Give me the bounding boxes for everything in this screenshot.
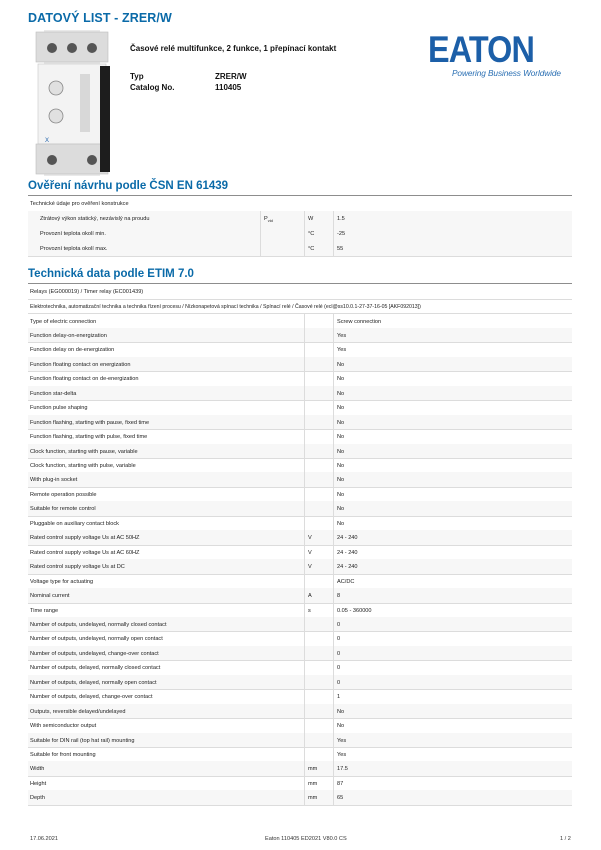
row-label: Pluggable on auxiliary contact block (30, 520, 119, 527)
spec-row (28, 241, 572, 257)
type-value: ZRER/W (215, 72, 247, 81)
row-value: No (337, 390, 345, 397)
spec-row (28, 689, 572, 705)
row-label: Rated control supply voltage Us at AC 60HZ (30, 549, 140, 556)
row-value: No (337, 477, 345, 484)
cell-divider (333, 314, 334, 329)
spec-row (28, 660, 572, 676)
cell-divider (333, 342, 334, 357)
row-label: Provozní teplota okolí max. (40, 246, 108, 252)
spec-row (28, 429, 572, 445)
cell-divider (333, 646, 334, 661)
row-label: Function pulse shaping (30, 405, 88, 412)
spec-row (28, 226, 572, 242)
cell-divider (304, 458, 305, 473)
cell-divider (333, 718, 334, 733)
spec-row (28, 675, 572, 691)
row-unit: A (308, 593, 312, 600)
row-value: Yes (337, 347, 347, 354)
cell-divider (304, 386, 305, 401)
row-value: 1 (337, 694, 341, 701)
row-value: 0 (337, 679, 341, 686)
cell-divider (304, 689, 305, 704)
row-value: 24 - 240 (337, 535, 358, 542)
cell-divider (333, 357, 334, 372)
cell-divider (304, 444, 305, 459)
symbol-subscript: vid (267, 218, 273, 224)
spec-row (28, 357, 572, 373)
row-label: Time range (30, 607, 59, 614)
row-label: Outputs, reversible delayed/undelayed (30, 708, 126, 715)
row-value: No (337, 376, 345, 383)
cell-divider (333, 241, 334, 256)
cell-divider (333, 761, 334, 776)
row-value: No (337, 361, 345, 368)
cell-divider (333, 444, 334, 459)
spec-row (28, 588, 572, 604)
row-label: Rated control supply voltage Us at AC 50HZ (30, 535, 140, 542)
footer-doc-ref: Eaton 110405 ED2021 V80.0 CS (265, 836, 347, 842)
row-label: Number of outputs, delayed, normally open contact (30, 679, 157, 686)
row-value: 8 (337, 593, 341, 600)
cell-divider (333, 588, 334, 603)
symbol-text: P (264, 216, 268, 222)
cell-divider (304, 342, 305, 357)
spec-row (28, 790, 572, 806)
cell-divider (304, 790, 305, 805)
row-label: Elektrotechnika, automatizační technika a technika řízení procesu / Nízkonapetová spínací technika / Spínací relé / Časové relé (ecl@ss10.0.1-27-37-16-05 [AKF092013]) (30, 304, 421, 310)
spec-header-row (28, 196, 572, 212)
row-label: Number of outputs, undelayed, change-over contact (30, 650, 159, 657)
row-value: 55 (337, 246, 344, 252)
row-value: 0.05 - 360000 (337, 607, 372, 614)
cell-divider (333, 458, 334, 473)
spec-row (28, 761, 572, 777)
row-value: No (337, 708, 345, 715)
cell-divider (304, 516, 305, 531)
cell-divider (333, 487, 334, 502)
cell-divider (333, 328, 334, 343)
row-label: Depth (30, 795, 45, 802)
catalog-value: 110405 (215, 83, 242, 92)
cell-divider (333, 545, 334, 560)
row-symbol (264, 216, 273, 223)
spec-row (28, 314, 572, 330)
row-value: AC/DC (337, 578, 355, 585)
spec-row (28, 342, 572, 358)
footer-page: 1 / 2 (560, 836, 571, 842)
cell-divider (304, 545, 305, 560)
spec-row (28, 617, 572, 633)
cell-divider (304, 603, 305, 618)
row-value: 24 - 240 (337, 564, 358, 571)
spec-row (28, 371, 572, 387)
svg-text:X: X (45, 138, 50, 144)
cell-divider (333, 574, 334, 589)
cell-divider (304, 241, 305, 256)
cell-divider (333, 603, 334, 618)
spec-row (28, 444, 572, 460)
spec-row (28, 574, 572, 590)
spec-row (28, 718, 572, 734)
cell-divider (304, 617, 305, 632)
cell-divider (260, 226, 261, 241)
row-label: Function delay-on-energization (30, 332, 107, 339)
cell-divider (304, 559, 305, 574)
cell-divider (304, 588, 305, 603)
row-value: 0 (337, 650, 341, 657)
row-label: Clock function, starting with pulse, variable (30, 463, 136, 469)
row-label: Clock function, starting with pause, variable (30, 448, 138, 455)
cell-divider (304, 574, 305, 589)
row-label: Function flashing, starting with pause, fixed time (30, 419, 150, 426)
spec-row (28, 458, 572, 474)
row-unit: °C (308, 246, 315, 252)
cell-divider (333, 400, 334, 415)
cell-divider (333, 386, 334, 401)
spec-row (28, 530, 572, 546)
cell-divider (304, 733, 305, 748)
cell-divider (304, 747, 305, 762)
product-image (30, 30, 114, 176)
row-value: 0 (337, 621, 341, 628)
etim-class-row (28, 284, 572, 300)
spec-row (28, 501, 572, 517)
row-unit: s (308, 607, 311, 614)
cell-divider (304, 646, 305, 661)
row-label: Ztrátový výkon statický, nezávislý na proudu (40, 216, 150, 222)
cell-divider (333, 501, 334, 516)
row-value: No (337, 520, 345, 527)
row-label: Nominal current (30, 593, 70, 600)
cell-divider (333, 747, 334, 762)
row-label: Type of electric connection (30, 318, 97, 325)
cell-divider (304, 501, 305, 516)
row-label: Number of outputs, delayed, normally closed contact (30, 665, 161, 672)
cell-divider (304, 776, 305, 791)
spec-row (28, 776, 572, 792)
spec-row (28, 631, 572, 647)
cell-divider (304, 429, 305, 444)
row-value: 0 (337, 636, 341, 643)
cell-divider (333, 530, 334, 545)
cell-divider (304, 314, 305, 329)
spec-row (28, 400, 572, 416)
spec-row (28, 516, 572, 532)
type-label: Typ (130, 72, 144, 81)
row-label: With semiconductor output (30, 723, 97, 730)
row-value: No (337, 491, 345, 498)
brand-text: EATON (428, 31, 534, 70)
cell-divider (260, 241, 261, 256)
cell-divider (260, 211, 261, 226)
row-unit: W (308, 216, 314, 222)
cell-divider (333, 790, 334, 805)
spec-row (28, 386, 572, 402)
row-value: Yes (337, 752, 347, 758)
cell-divider (333, 429, 334, 444)
spec-row (28, 704, 572, 720)
cell-divider (333, 689, 334, 704)
etim-path-row (28, 299, 572, 314)
cell-divider (333, 472, 334, 487)
row-value: -25 (337, 231, 346, 237)
footer-date: 17.06.2021 (30, 836, 58, 842)
row-label: Number of outputs, undelayed, normally closed contact (30, 621, 167, 628)
cell-divider (304, 675, 305, 690)
row-unit: V (308, 549, 312, 556)
cell-divider (333, 211, 334, 226)
spec-row (28, 415, 572, 431)
row-unit: °C (308, 231, 315, 237)
row-label: Height (30, 780, 47, 787)
spec-row (28, 472, 572, 488)
row-unit: mm (308, 795, 318, 802)
section2-title: Technická data podle ETIM 7.0 (28, 268, 194, 280)
row-unit: mm (308, 780, 318, 787)
cell-divider (333, 631, 334, 646)
cell-divider (333, 733, 334, 748)
row-value: 1.5 (337, 216, 345, 222)
cell-divider (333, 617, 334, 632)
cell-divider (304, 660, 305, 675)
spec-row (28, 747, 572, 763)
product-subtitle: Časové relé multifunkce, 2 funkce, 1 přepínací kontakt (130, 44, 337, 53)
spec-row (28, 646, 572, 662)
row-unit: V (308, 535, 312, 542)
cell-divider (333, 675, 334, 690)
row-value: 87 (337, 780, 344, 787)
spec-row (28, 559, 572, 575)
row-label: Suitable for DIN rail (top hat rail) mounting (30, 737, 135, 744)
row-label: Number of outputs, delayed, change-over contact (30, 694, 153, 701)
row-value: No (337, 463, 345, 469)
row-value: No (337, 506, 345, 513)
catalog-label: Catalog No. (130, 83, 175, 92)
cell-divider (304, 718, 305, 733)
row-label: Function floating contact on de-energization (30, 376, 139, 383)
cell-divider (304, 371, 305, 386)
row-label: Function floating contact on energization (30, 361, 131, 368)
row-unit: V (308, 564, 312, 571)
cell-divider (304, 328, 305, 343)
spec-row (28, 487, 572, 503)
cell-divider (304, 704, 305, 719)
cell-divider (304, 226, 305, 241)
row-value: Yes (337, 332, 347, 339)
row-label: Rated control supply voltage Us at DC (30, 564, 125, 571)
row-label: Suitable for front mounting (30, 752, 96, 758)
row-unit: mm (308, 766, 318, 773)
cell-divider (304, 487, 305, 502)
row-value: 65 (337, 795, 344, 802)
spec-row (28, 545, 572, 561)
cell-divider (333, 704, 334, 719)
row-label: With plug-in socket (30, 477, 78, 484)
row-label: Function star-delta (30, 390, 77, 397)
row-label: Suitable for remote control (30, 506, 96, 513)
row-label: Remote operation possible (30, 491, 97, 498)
spec-row (28, 328, 572, 344)
cell-divider (304, 357, 305, 372)
row-value: 0 (337, 665, 341, 672)
cell-divider (304, 761, 305, 776)
row-value: Yes (337, 737, 347, 744)
row-label: Number of outputs, undelayed, normally open contact (30, 636, 163, 643)
row-value: 17.5 (337, 766, 348, 773)
brand-tagline: Powering Business Worldwide (452, 68, 561, 78)
cell-divider (304, 415, 305, 430)
cell-divider (304, 211, 305, 226)
cell-divider (333, 559, 334, 574)
spec-row (28, 603, 572, 619)
row-label: Technické údaje pro ověření konstrukce (30, 201, 129, 207)
cell-divider (333, 415, 334, 430)
cell-divider (333, 776, 334, 791)
row-value: No (337, 434, 345, 441)
row-label: Function flashing, starting with pulse, fixed time (30, 434, 148, 441)
row-value: No (337, 723, 345, 730)
document-title: DATOVÝ LIST - ZRER/W (28, 11, 172, 25)
section1-title: Ověření návrhu podle ČSN EN 61439 (28, 180, 229, 192)
cell-divider (304, 400, 305, 415)
row-value: 24 - 240 (337, 549, 358, 556)
row-value: No (337, 448, 345, 455)
cell-divider (333, 371, 334, 386)
row-label: Function delay on de-energization (30, 347, 115, 354)
row-label: Relays (EG000019) / Timer relay (EC001439) (30, 289, 144, 295)
spec-row (28, 733, 572, 749)
cell-divider (304, 472, 305, 487)
row-value: No (337, 405, 345, 412)
row-label: Voltage type for actuating (30, 578, 94, 585)
cell-divider (333, 516, 334, 531)
cell-divider (333, 660, 334, 675)
row-value: Screw connection (337, 318, 382, 325)
spec-row (28, 211, 572, 227)
row-value: No (337, 419, 345, 426)
cell-divider (333, 226, 334, 241)
row-label: Provozní teplota okolí min. (40, 231, 106, 237)
row-label: Width (30, 766, 45, 773)
cell-divider (304, 631, 305, 646)
cell-divider (304, 530, 305, 545)
